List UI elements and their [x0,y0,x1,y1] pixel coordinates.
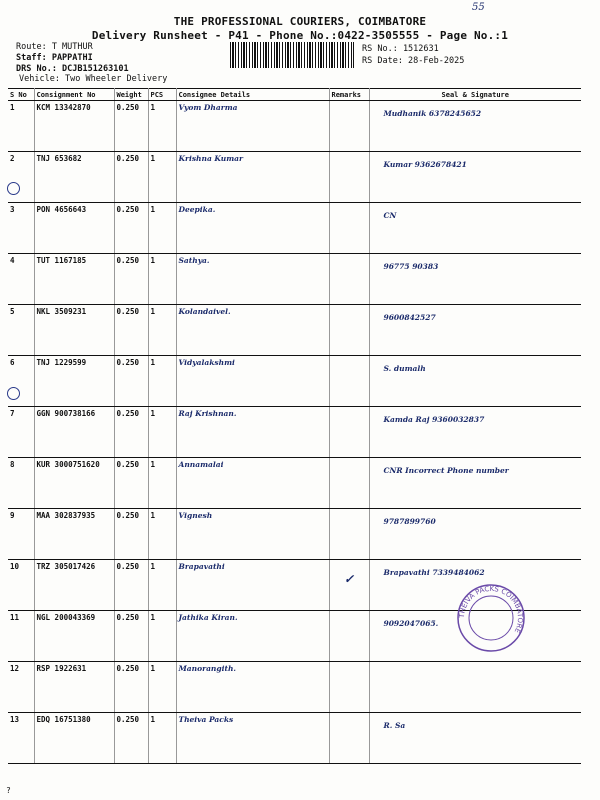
row-weight: 0.250 [114,509,148,560]
col-header-signature: Seal & Signature [369,89,581,101]
row-consignment-no: TUT 1167185 [34,254,114,305]
row-consignee: Krishna Kumar [176,152,329,203]
row-consignment-no: PON 4656643 [34,203,114,254]
row-sno: 7 [8,407,34,458]
row-consignee: Raj Krishnan. [176,407,329,458]
row-pcs: 1 [148,509,176,560]
drs-label: DRS No.: DCJB151263101 [16,64,129,74]
row-weight: 0.250 [114,305,148,356]
row-weight: 0.250 [114,713,148,764]
row-weight: 0.250 [114,662,148,713]
col-header-weight: Weight [114,89,148,101]
barcode [230,42,354,68]
row-sno: 5 [8,305,34,356]
runsheet-subtitle: Delivery Runsheet - P41 - Phone No.:0422-3505555 - Page No.:1 [91,29,509,42]
row-signature: 96775 90383 [369,254,581,305]
row-pcs: 1 [148,203,176,254]
table-row [8,407,581,458]
row-sno: 12 [8,662,34,713]
row-signature: 9600842527 [369,305,581,356]
row-pcs: 1 [148,713,176,764]
table-row [8,662,581,713]
row-signature: 9092047065. [369,611,581,662]
seal-text: THEIVA PACKS COIMBATORE [457,584,525,635]
row-pcs: 1 [148,662,176,713]
row-consignee: Deepika. [176,203,329,254]
row-consignee: Vidyalakshmi [176,356,329,407]
row-consignee: Sathya. [176,254,329,305]
row-sno: 1 [8,101,34,152]
row-pcs: 1 [148,305,176,356]
row-remarks [329,101,369,152]
row-pcs: 1 [148,152,176,203]
row-remarks [329,254,369,305]
table-row [8,509,581,560]
col-header-consignment: Consignment No [34,89,114,101]
row-consignment-no: GGN 900738166 [34,407,114,458]
table-row [8,152,581,203]
corner-mark: 55 [472,2,485,13]
row-pcs: 1 [148,356,176,407]
circle-mark-row-3 [7,182,20,195]
col-header-pcs: PCS [148,89,176,101]
svg-text:THEIVA PACKS COIMBATORE [458,585,524,634]
row-remarks [329,356,369,407]
table-row [8,458,581,509]
row-remarks [329,407,369,458]
row-signature: CN [369,203,581,254]
row-weight: 0.250 [114,203,148,254]
row-pcs: 1 [148,407,176,458]
col-header-consignee: Consignee Details [176,89,329,101]
row-signature: Mudhanik 6378245652 [369,101,581,152]
row-consignment-no: KCM 13342870 [34,101,114,152]
row-signature: 9787899760 [369,509,581,560]
footer-mark: ? [6,786,11,795]
route-label: Route: T MUTHUR [16,42,93,52]
row-consignee: Vignesh [176,509,329,560]
table-row [8,713,581,764]
circle-mark-row-8 [7,387,20,400]
row-signature: Brapavathi 7339484062 [369,560,581,611]
row-weight: 0.250 [114,152,148,203]
row-remarks [329,662,369,713]
row-consignee: Theiva Packs [176,713,329,764]
row-weight: 0.250 [114,356,148,407]
row-sno: 11 [8,611,34,662]
row-consignment-no: TNJ 1229599 [34,356,114,407]
row-remarks [329,152,369,203]
row-sno: 6 [8,356,34,407]
row-consignment-no: KUR 3000751620 [34,458,114,509]
row-signature: S. dumalh [369,356,581,407]
company-seal-stamp [455,582,527,654]
row-sno: 9 [8,509,34,560]
row-consignee: Brapavathi [176,560,329,611]
row-remarks [329,713,369,764]
row-pcs: 1 [148,254,176,305]
row-remarks [329,305,369,356]
row-consignment-no: NGL 200043369 [34,611,114,662]
row-weight: 0.250 [114,611,148,662]
row-remarks [329,611,369,662]
staff-label: Staff: PAPPATHI [16,53,93,63]
row-remarks [329,203,369,254]
row-pcs: 1 [148,101,176,152]
table-row [8,356,581,407]
vehicle-label: Vehicle: Two Wheeler Delivery [19,74,168,84]
row-consignment-no: RSP 1922631 [34,662,114,713]
row-pcs: 1 [148,458,176,509]
row-consignment-no: TNJ 653682 [34,152,114,203]
table-header-row [8,89,581,101]
row-sno: 10 [8,560,34,611]
row-pcs: 1 [148,560,176,611]
table-row [8,254,581,305]
table-row [8,101,581,152]
table-row [8,305,581,356]
row-remarks [329,509,369,560]
row-consignee: Kolandaivel. [176,305,329,356]
row-weight: 0.250 [114,101,148,152]
row-weight: 0.250 [114,254,148,305]
row-pcs: 1 [148,611,176,662]
row-weight: 0.250 [114,407,148,458]
row-signature: Kamda Raj 9360032837 [369,407,581,458]
row-signature: R. Sa [369,713,581,764]
row-sno: 2 [8,152,34,203]
row-weight: 0.250 [114,560,148,611]
col-header-remarks: Remarks [329,89,369,101]
rs-date: RS Date: 28-Feb-2025 [362,56,465,66]
row-signature [369,662,581,713]
row-sno: 13 [8,713,34,764]
row-signature: CNR Incorrect Phone number [369,458,581,509]
row-consignment-no: EDQ 16751380 [34,713,114,764]
row-signature: Kumar 9362678421 [369,152,581,203]
row-consignee: Manorangith. [176,662,329,713]
row-remarks: ✓ [329,560,369,611]
runsheet-table [8,88,581,764]
row-consignee: Annamalai [176,458,329,509]
row-consignee: Jathika Kiran. [176,611,329,662]
rs-number: RS No.: 1512631 [362,44,439,54]
row-consignment-no: NKL 3509231 [34,305,114,356]
row-sno: 4 [8,254,34,305]
row-sno: 3 [8,203,34,254]
row-consignment-no: MAA 302837935 [34,509,114,560]
row-consignment-no: TRZ 305017426 [34,560,114,611]
row-remarks [329,458,369,509]
company-title: THE PROFESSIONAL COURIERS, COIMBATORE [173,15,427,28]
row-consignee: Vyom Dharma [176,101,329,152]
col-header-sno: S No [8,89,34,101]
row-weight: 0.250 [114,458,148,509]
row-sno: 8 [8,458,34,509]
table-row [8,203,581,254]
